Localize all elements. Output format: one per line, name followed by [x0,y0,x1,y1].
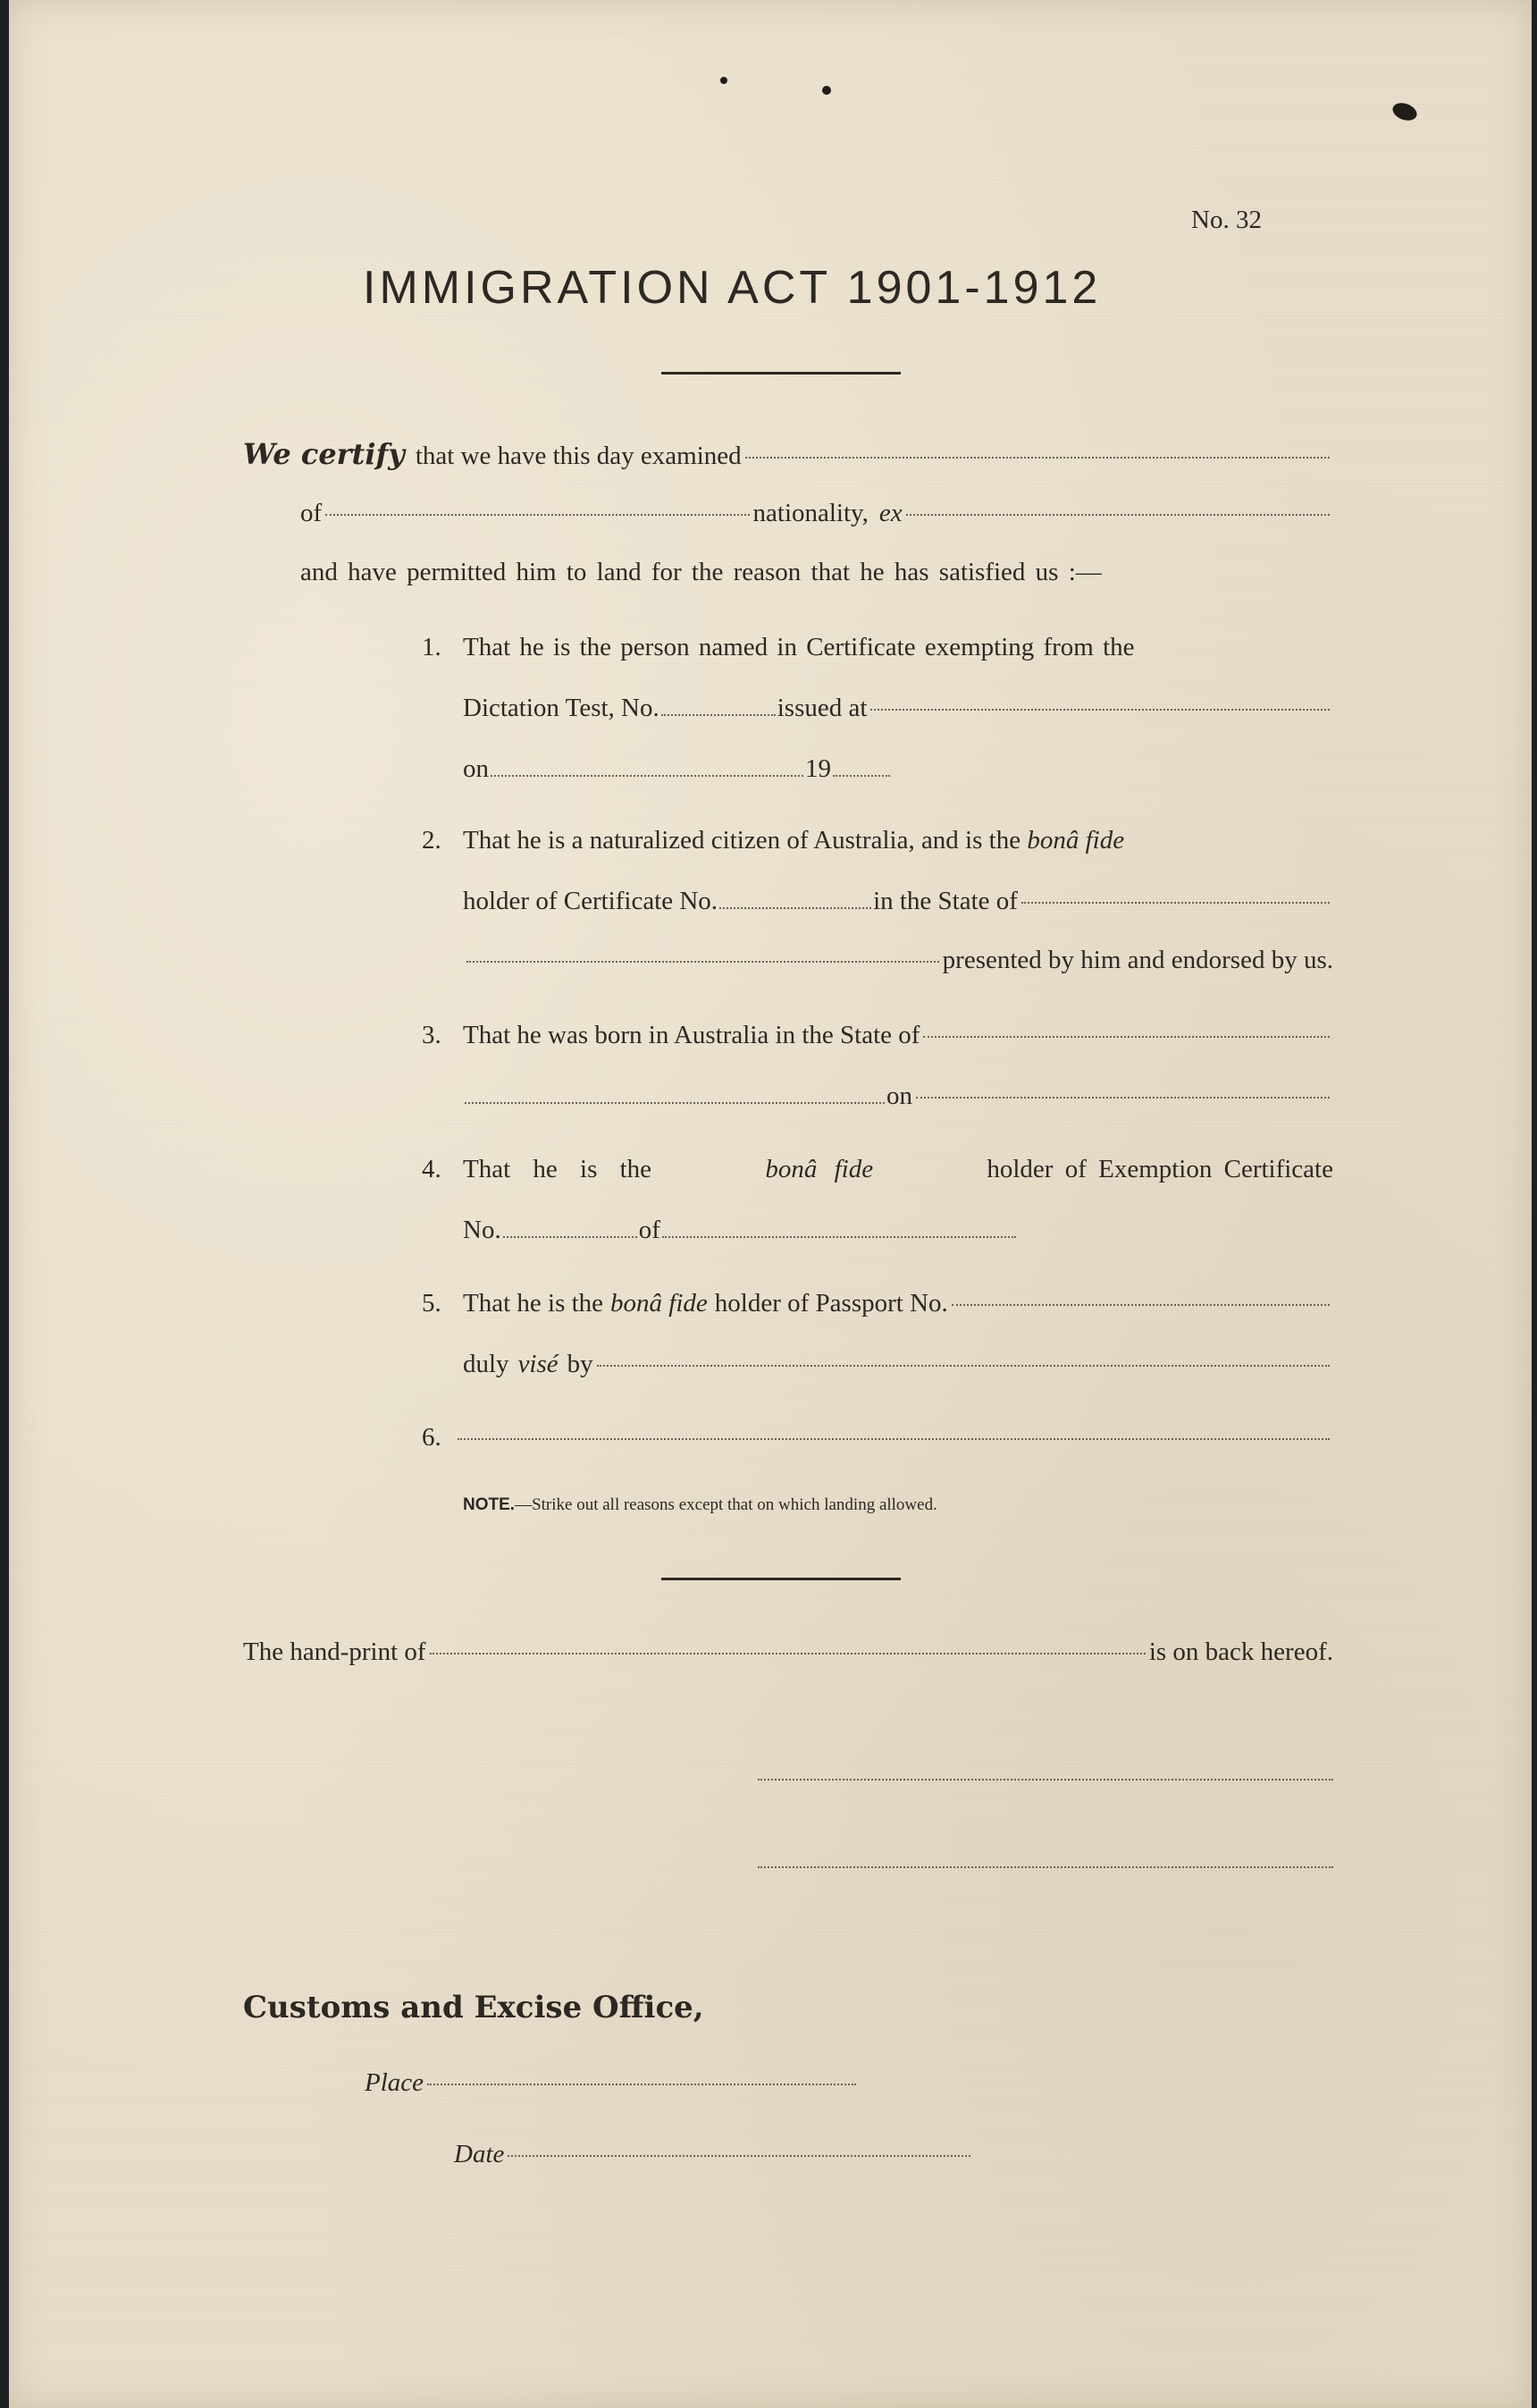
form-page [9,0,1532,2408]
reason-5-number: 5. [422,1289,441,1318]
ex-label: ex [878,499,903,527]
reason-6-line [422,1421,1333,1453]
certify-line-2 [300,497,1333,529]
place-label: Place [365,2068,424,2097]
bona-fide-text: bonâ fide [765,1155,874,1183]
certify-line-3: and have permitted him to land for the reason that he has satisfied us :— [300,558,1102,586]
reason-2-line-2 [463,885,1333,917]
reason-4-number: 4. [422,1155,441,1183]
vise-by-blank[interactable] [597,1365,1330,1367]
reason-2-line-1-text: That he is a naturalized citizen of Australia, and is the [463,826,1021,855]
place-blank[interactable] [427,2084,856,2085]
no-label: No. [463,1216,501,1244]
handprint-suffix: is on back hereof. [1148,1638,1333,1666]
reason-2-number: 2. [422,826,441,855]
reason-1-line-2 [463,692,1333,724]
reason-1-line-1: That he is the person named in Certificate exempting from the [463,633,1135,661]
reason-5-line-1-text: That he is the [463,1289,604,1318]
certify-line-1 [243,438,1333,472]
certificate-number-blank[interactable] [719,907,871,909]
section-rule [661,1578,901,1580]
place-line [365,2067,860,2099]
year-label: 19 [805,754,831,783]
on-label: on [886,1082,912,1110]
date-blank[interactable] [508,2155,970,2157]
reason-5-line-1-end: holder of Passport No. [714,1289,948,1318]
reason-6-number: 6. [422,1423,441,1452]
handprint-prefix: The hand-print of [243,1638,426,1666]
reason-5-line-2 [463,1348,1333,1380]
bona-fide-text: bonâ fide [1027,826,1125,855]
note-text: —Strike out all reasons except that on which landing allowed. [515,1495,937,1514]
exemption-of-blank[interactable] [662,1236,1016,1238]
signature-line-2[interactable] [758,1866,1333,1868]
of-label: of [638,1216,660,1244]
birth-state-blank[interactable] [923,1036,1330,1038]
vise-label: visé [517,1350,559,1378]
date-label: Date [454,2140,505,2168]
dictation-label: Dictation Test, No. [463,694,659,722]
nationality-label: nationality, [752,499,869,527]
on-label: on [463,754,489,783]
note-line [463,1494,937,1516]
birth-place-blank[interactable] [465,1102,885,1104]
ink-spot [1390,100,1419,123]
page-title: IMMIGRATION ACT 1901-1912 [363,262,1102,314]
origin-blank[interactable] [325,514,749,516]
reason-3-number: 3. [422,1021,441,1049]
presented-label: presented by him and endorsed by us. [942,946,1333,974]
by-label: by [567,1350,593,1378]
ink-spot [720,77,727,84]
reason-4-line-1-end: holder of Exemption Certificate [987,1155,1333,1183]
office-title: Customs and Excise Office, [243,1990,704,2025]
birth-date-blank[interactable] [916,1097,1330,1099]
state-label: in the State of [873,887,1018,915]
state-blank[interactable] [1021,902,1330,904]
issued-at-blank[interactable] [870,709,1330,711]
reason-3-line-1-text: That he was born in Australia in the State of [463,1021,920,1049]
handprint-line [243,1636,1333,1668]
presented-blank[interactable] [466,961,939,963]
ink-spot [822,86,831,95]
duly-label: duly [463,1350,509,1378]
certify-line-1-text: that we have this day examined [415,442,742,470]
passport-number-blank[interactable] [952,1304,1330,1306]
reason-2-line-1 [463,824,1124,856]
title-rule [661,372,901,375]
reason-1-number: 1. [422,633,441,661]
reason-2-line-3 [463,944,1333,976]
issue-date-blank[interactable] [491,775,803,777]
exemption-number-blank[interactable] [503,1236,637,1238]
holder-label: holder of Certificate No. [463,887,718,915]
ship-blank[interactable] [906,514,1330,516]
other-reason-blank[interactable] [458,1438,1330,1440]
handprint-name-blank[interactable] [430,1653,1146,1654]
reason-5-line-1 [463,1287,1333,1319]
examined-blank[interactable] [745,457,1330,459]
issued-label: issued at [777,694,868,722]
reason-4-line-1 [463,1153,1333,1185]
reason-1-line-3 [463,753,892,785]
note-label: NOTE. [463,1495,516,1514]
date-line [454,2138,974,2170]
reason-3-line-2 [463,1080,1333,1112]
dictation-number-blank[interactable] [661,714,776,716]
reason-4-line-1-text: That he is the [463,1155,652,1183]
reason-3-line-1 [463,1019,1333,1051]
signature-line-1[interactable] [758,1779,1333,1781]
certify-lead: We certify [243,437,405,471]
form-number: No. 32 [1191,206,1262,234]
bona-fide-text: bonâ fide [610,1289,708,1318]
reason-4-line-2 [463,1214,1018,1246]
year-blank[interactable] [833,775,890,777]
of-label: of [300,499,323,527]
